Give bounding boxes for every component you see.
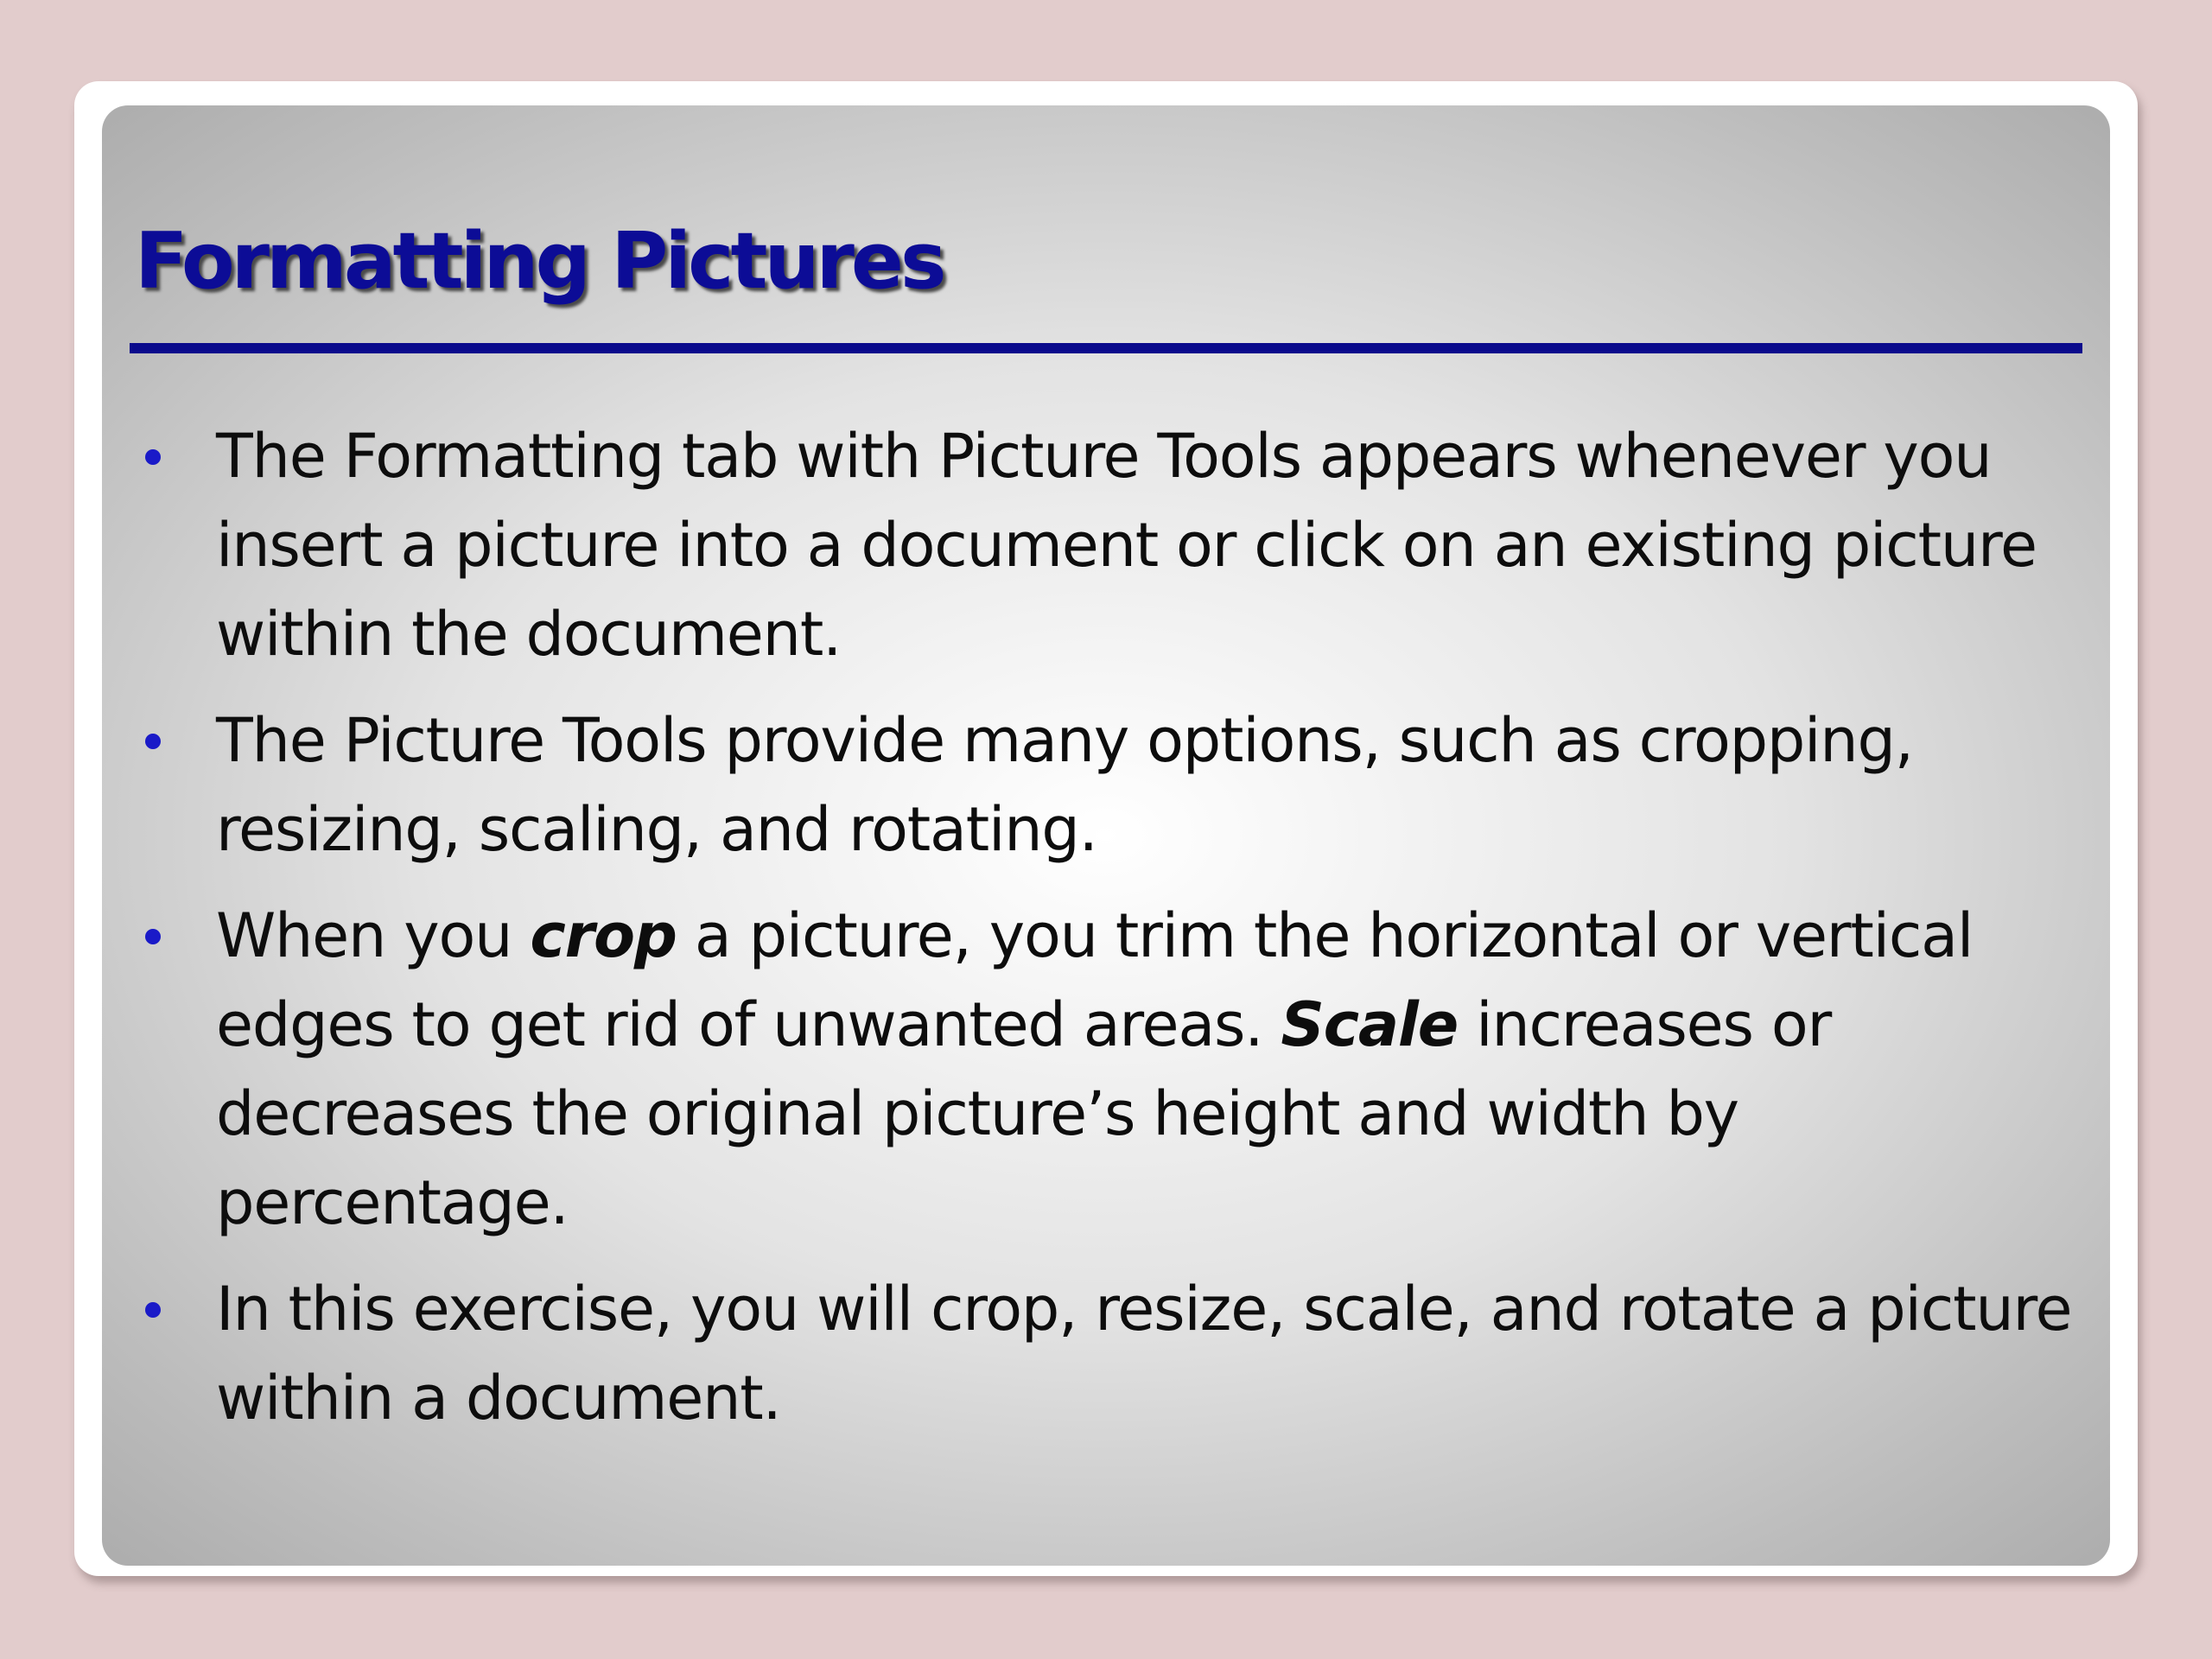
bullet-item: [102, 412, 2110, 679]
title-underline: [130, 343, 2082, 353]
bullet-list: [102, 412, 2110, 1460]
slide-title: Formatting Pictures: [135, 216, 944, 307]
bullet-icon: [145, 449, 161, 465]
bullet-text: The Formatting tab with Picture Tools appears whenever you insert a picture into a document or click on an existing picture within the document.: [216, 421, 2037, 670]
bullet-icon: [145, 1302, 161, 1318]
bullet-text-segment: a picture, you trim the horizontal or vertical edges to get rid of unwanted areas.: [216, 900, 1974, 1060]
emphasized-term-scale: Scale: [1281, 989, 1459, 1060]
bullet-item: [102, 892, 2110, 1248]
bullet-icon: [145, 734, 161, 749]
bullet-text: In this exercise, you will crop, resize, scale, and rotate a picture within a document.: [216, 1274, 2072, 1433]
bullet-item: [102, 1265, 2110, 1443]
bullet-text-segment: When you: [216, 900, 531, 971]
bullet-icon: [145, 929, 161, 944]
bullet-item: [102, 696, 2110, 874]
bullet-text: The Picture Tools provide many options, such as cropping, resizing, scaling, and rotating.: [216, 705, 1913, 865]
bullet-text-segment: increases or decreases the original picture’s height and width by percentage.: [216, 989, 1832, 1238]
emphasized-term-crop: crop: [530, 900, 677, 971]
slide-panel: [102, 105, 2110, 1566]
